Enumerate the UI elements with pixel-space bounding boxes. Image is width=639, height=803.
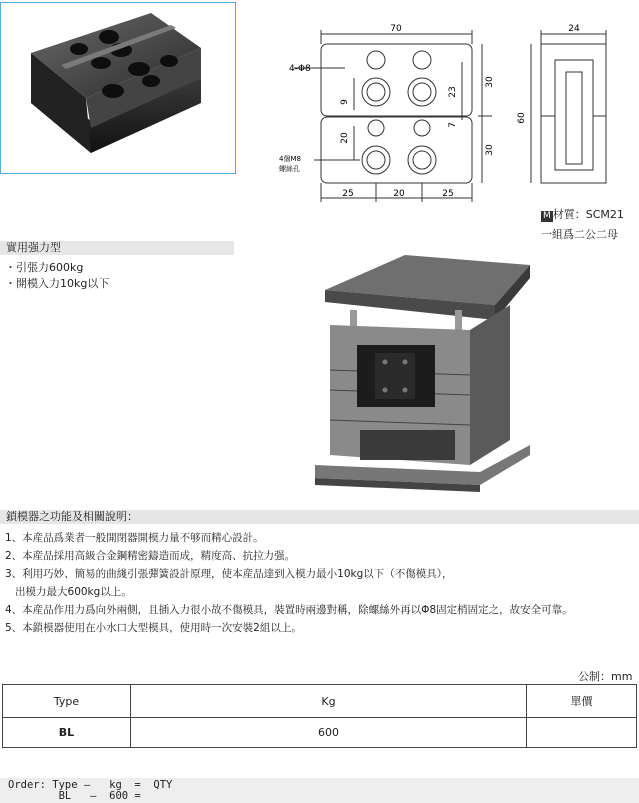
order-line-1: Order: Type – kg = QTY (8, 779, 173, 791)
cell-kg: 600 (131, 718, 527, 748)
description-item: 1、本産品爲業者一般開閉器開模力量不够而精心設計。 (5, 532, 264, 544)
unit-note: 公制：mm (578, 670, 633, 683)
feature-title: 實用强力型 (0, 241, 234, 255)
description-item: 2、本産品採用高級合金鋼精密鑄造而成，精度高、抗拉力强。 (5, 550, 296, 562)
material-badge: M (543, 211, 551, 221)
dim-width: 70 (390, 24, 402, 34)
spec-table (2, 684, 637, 748)
dim-9: 9 (340, 99, 350, 105)
dim-bottom-25-right: 25 (442, 189, 454, 199)
technical-drawing (270, 18, 639, 218)
header-price: 單價 (527, 685, 637, 718)
product-photo-frame (0, 2, 236, 174)
table-header-row (3, 685, 637, 718)
dim-depth: 24 (568, 24, 580, 34)
set-note: 一組爲二公二母 (541, 228, 618, 241)
description-item: 3、利用巧妙、簡易的曲綫引張彈簧設計原理，使本産品達到入模力最小10kg以下（不傷模具）， (5, 568, 453, 580)
table-row (3, 718, 637, 748)
dim-top-half: 30 (485, 76, 495, 88)
dim-bottom-25-left: 25 (342, 189, 354, 199)
description-item: 4、本産品作用力爲向外兩側，且插入力很小故不傷模具，裝置時兩邊對稱，除螺絲外再以Φ8固定梢固定之，故安全可靠。 (5, 604, 573, 616)
dim-bottom-half: 30 (485, 144, 495, 156)
dim-bottom-20: 20 (393, 189, 405, 199)
header-type: Type (3, 685, 131, 718)
dim-inner-23: 23 (448, 86, 458, 98)
feature-bullet: ・開模入力10kg以下 (5, 277, 110, 290)
dim-20-vertical: 20 (340, 132, 350, 144)
order-box (0, 778, 639, 803)
product-photo (1, 3, 235, 173)
dim-height: 60 (517, 112, 527, 124)
screw-label-line2: 螺絲孔 (279, 165, 300, 173)
material-spec (541, 206, 624, 222)
cell-type: BL (3, 718, 131, 748)
dim-7: 7 (448, 122, 458, 128)
description-item: 5、本鎖模器使用在小水口大型模具，使用時一次安裝2組以上。 (5, 622, 302, 634)
description-title: 鎖模器之功能及相關說明： (0, 510, 639, 524)
header-kg: Kg (131, 685, 527, 718)
feature-bullet: ・引張力600kg (5, 261, 84, 274)
description-item: 出模力最大600kg以上。 (5, 586, 132, 598)
material-text: 材質：SCM21 (552, 208, 624, 221)
mold-assembly-photo (305, 250, 535, 500)
screw-label-line1: 4個M8 (279, 155, 301, 163)
cell-price (527, 718, 637, 748)
hole-label: 4-Φ8 (289, 64, 311, 74)
order-line-2: BL – 600 = (8, 790, 141, 802)
